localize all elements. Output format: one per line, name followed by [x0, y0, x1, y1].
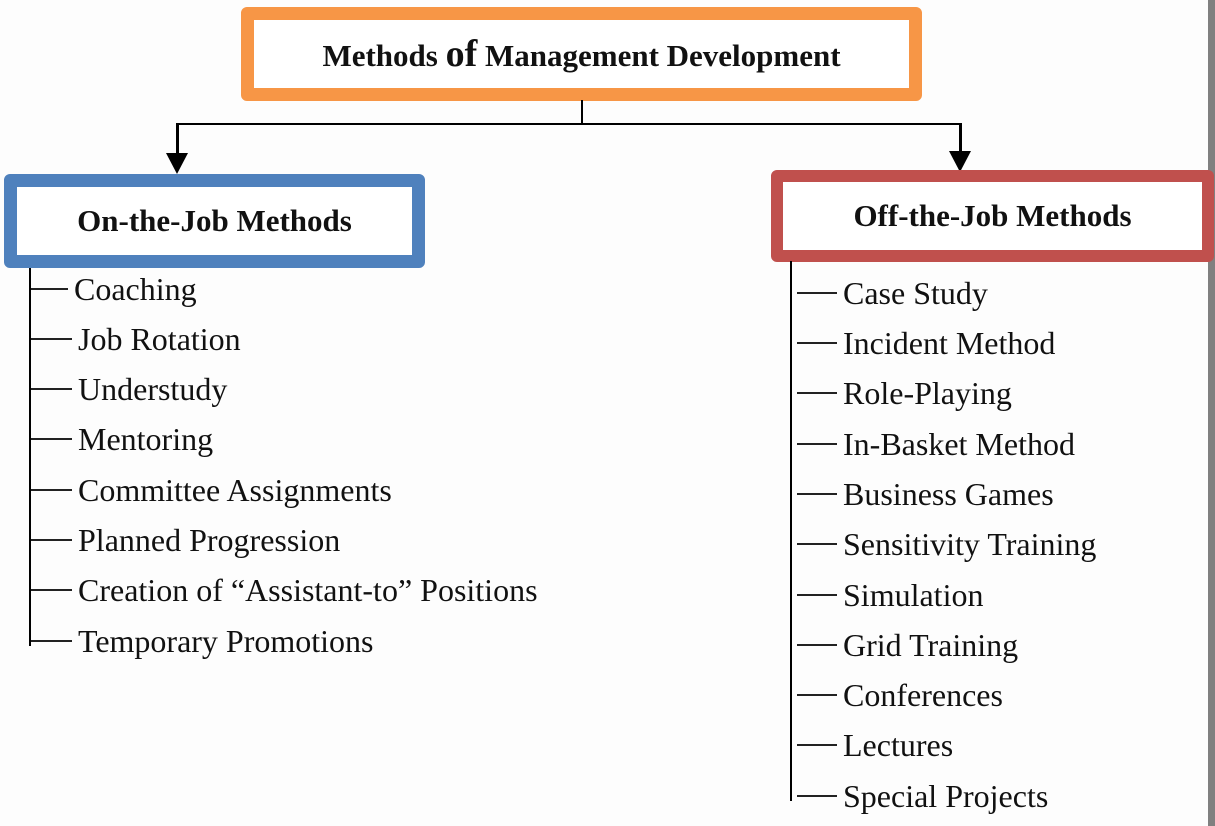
list-item — [797, 377, 1012, 409]
item-label: Coaching — [74, 271, 197, 307]
window-edge-bar — [1208, 0, 1215, 826]
left-branch-line — [176, 123, 179, 155]
item-label: Business Games — [843, 476, 1054, 512]
list-item — [797, 478, 1054, 510]
off-the-job-list-spine — [790, 261, 792, 801]
dash-connector — [31, 640, 72, 642]
dash-connector — [797, 594, 837, 596]
item-label: Sensitivity Training — [843, 526, 1097, 562]
root-title-of: of — [445, 33, 478, 75]
item-label: Committee Assignments — [78, 472, 392, 508]
list-item — [31, 423, 213, 455]
item-label: In-Basket Method — [843, 426, 1075, 462]
left-arrowhead-icon — [166, 153, 188, 174]
dash-connector — [31, 489, 72, 491]
list-item — [31, 273, 197, 305]
item-label: Lectures — [843, 727, 954, 763]
dash-connector — [31, 539, 72, 541]
item-label: Mentoring — [78, 421, 214, 457]
item-label: Grid Training — [843, 627, 1019, 663]
dash-connector — [797, 694, 837, 696]
branch-horizontal-line — [176, 123, 962, 125]
dash-connector — [31, 338, 72, 340]
list-item — [797, 629, 1018, 661]
item-label: Temporary Promotions — [78, 623, 374, 659]
item-label: Incident Method — [843, 325, 1056, 361]
dash-connector — [797, 292, 837, 294]
on-the-job-title: On-the-Job Methods — [77, 203, 352, 238]
list-item — [797, 277, 988, 309]
item-label: Role-Playing — [843, 375, 1012, 411]
dash-connector — [31, 388, 72, 390]
dash-connector — [797, 342, 837, 344]
right-arrowhead-icon — [949, 151, 971, 172]
dash-connector — [797, 543, 837, 545]
list-item — [797, 679, 1003, 711]
item-label: Job Rotation — [78, 321, 241, 357]
item-label: Planned Progression — [78, 522, 341, 558]
item-label: Special Projects — [843, 778, 1049, 814]
dash-connector — [797, 493, 837, 495]
list-item — [31, 323, 241, 355]
dash-connector — [31, 438, 72, 440]
dash-connector — [797, 795, 837, 797]
item-label: Conferences — [843, 677, 1003, 713]
right-branch-line — [959, 123, 962, 153]
item-label: Understudy — [78, 371, 228, 407]
root-title-part1: Methods — [322, 38, 446, 73]
dash-connector — [31, 288, 68, 290]
off-the-job-title: Off-the-Job Methods — [853, 198, 1132, 233]
root-node-box — [241, 7, 922, 101]
item-label: Case Study — [843, 275, 988, 311]
dash-connector — [31, 589, 72, 591]
on-the-job-box — [4, 174, 425, 268]
dash-connector — [797, 644, 837, 646]
list-item — [31, 524, 340, 556]
list-item — [797, 428, 1075, 460]
list-item — [797, 528, 1096, 560]
list-item — [797, 579, 983, 611]
root-stem-line — [581, 100, 583, 125]
list-item — [31, 373, 227, 405]
dash-connector — [797, 392, 837, 394]
list-item — [797, 729, 953, 761]
list-item — [797, 327, 1055, 359]
list-item — [797, 780, 1048, 812]
list-item — [31, 474, 392, 506]
list-item — [31, 625, 374, 657]
list-item — [31, 574, 538, 606]
item-label: Simulation — [843, 577, 984, 613]
dash-connector — [797, 744, 837, 746]
dash-connector — [797, 443, 837, 445]
root-title-part2: Management Development — [477, 38, 841, 73]
item-label: Creation of “Assistant-to” Positions — [78, 572, 538, 608]
off-the-job-box — [771, 170, 1214, 262]
root-node-title — [322, 32, 840, 76]
